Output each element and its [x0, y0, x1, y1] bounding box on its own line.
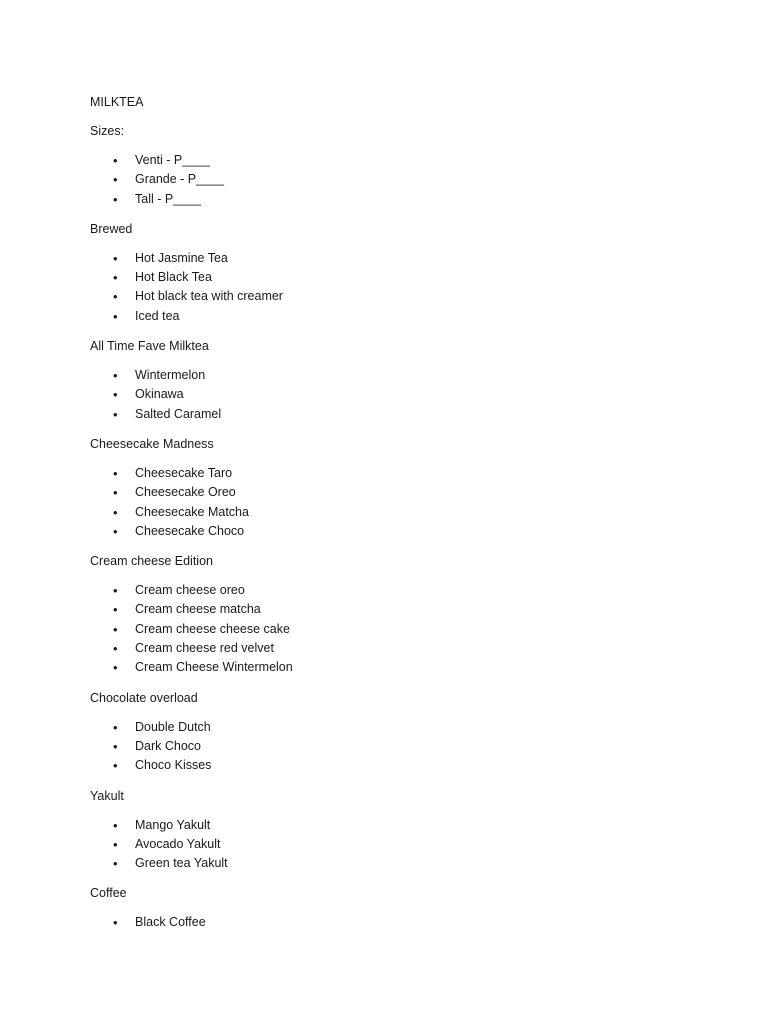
- list-item: • Wintermelon: [90, 366, 690, 385]
- list-item: • Green tea Yakult: [90, 854, 690, 873]
- list-item: • Cheesecake Taro: [90, 464, 690, 483]
- menu-section: [90, 787, 690, 874]
- list-item: • Cheesecake Oreo: [90, 483, 690, 502]
- menu-section: [90, 435, 690, 541]
- list-item: • Salted Caramel: [90, 405, 690, 424]
- menu-section: [90, 122, 690, 209]
- document-title: MILKTEA: [90, 95, 144, 109]
- list-item: • Tall - P____: [90, 190, 690, 209]
- section-heading: Coffee: [90, 886, 127, 901]
- list-item: • Cheesecake Choco: [90, 522, 690, 541]
- bullet-list: [90, 913, 690, 932]
- list-item: • Mango Yakult: [90, 816, 690, 835]
- list-item: • Choco Kisses: [90, 756, 690, 775]
- section-heading: Cream cheese Edition: [90, 554, 213, 569]
- bullet-list: [90, 816, 690, 874]
- section-heading: Yakult: [90, 788, 124, 803]
- section-heading: Cheesecake Madness: [90, 436, 214, 451]
- list-item: • Hot black tea with creamer: [90, 287, 690, 306]
- bullet-list: [90, 249, 690, 326]
- list-item: • Hot Black Tea: [90, 268, 690, 287]
- list-item: • Cheesecake Matcha: [90, 503, 690, 522]
- list-item: • Hot Jasmine Tea: [90, 249, 690, 268]
- list-item: • Cream cheese red velvet: [90, 639, 690, 658]
- section-heading: Sizes:: [90, 124, 125, 138]
- section-heading: Brewed: [90, 221, 133, 236]
- bullet-list: [90, 581, 690, 677]
- bullet-list: [90, 366, 690, 424]
- list-item: • Avocado Yakult: [90, 835, 690, 854]
- menu-sections: [90, 122, 690, 933]
- document-content: [90, 93, 690, 944]
- list-item: • Dark Choco: [90, 737, 690, 756]
- menu-section: [90, 689, 690, 776]
- menu-section: [90, 220, 690, 326]
- menu-section: [90, 552, 690, 677]
- bullet-list: [90, 718, 690, 776]
- menu-section: [90, 884, 690, 932]
- section-heading: Chocolate overload: [90, 690, 198, 705]
- list-item: • Cream cheese cheese cake: [90, 620, 690, 639]
- section-heading: All Time Fave Milktea: [90, 339, 209, 354]
- list-item: • Grande - P____: [90, 170, 690, 189]
- list-item: • Black Coffee: [90, 913, 690, 932]
- list-item: • Double Dutch: [90, 718, 690, 737]
- list-item: • Iced tea: [90, 307, 690, 326]
- bullet-list: [90, 464, 690, 541]
- list-item: • Cream cheese matcha: [90, 600, 690, 619]
- list-item: • Okinawa: [90, 385, 690, 404]
- list-item: • Cream Cheese Wintermelon: [90, 658, 690, 677]
- list-item: • Venti - P____: [90, 151, 690, 170]
- menu-section: [90, 337, 690, 424]
- list-item: • Cream cheese oreo: [90, 581, 690, 600]
- bullet-list: [90, 151, 690, 209]
